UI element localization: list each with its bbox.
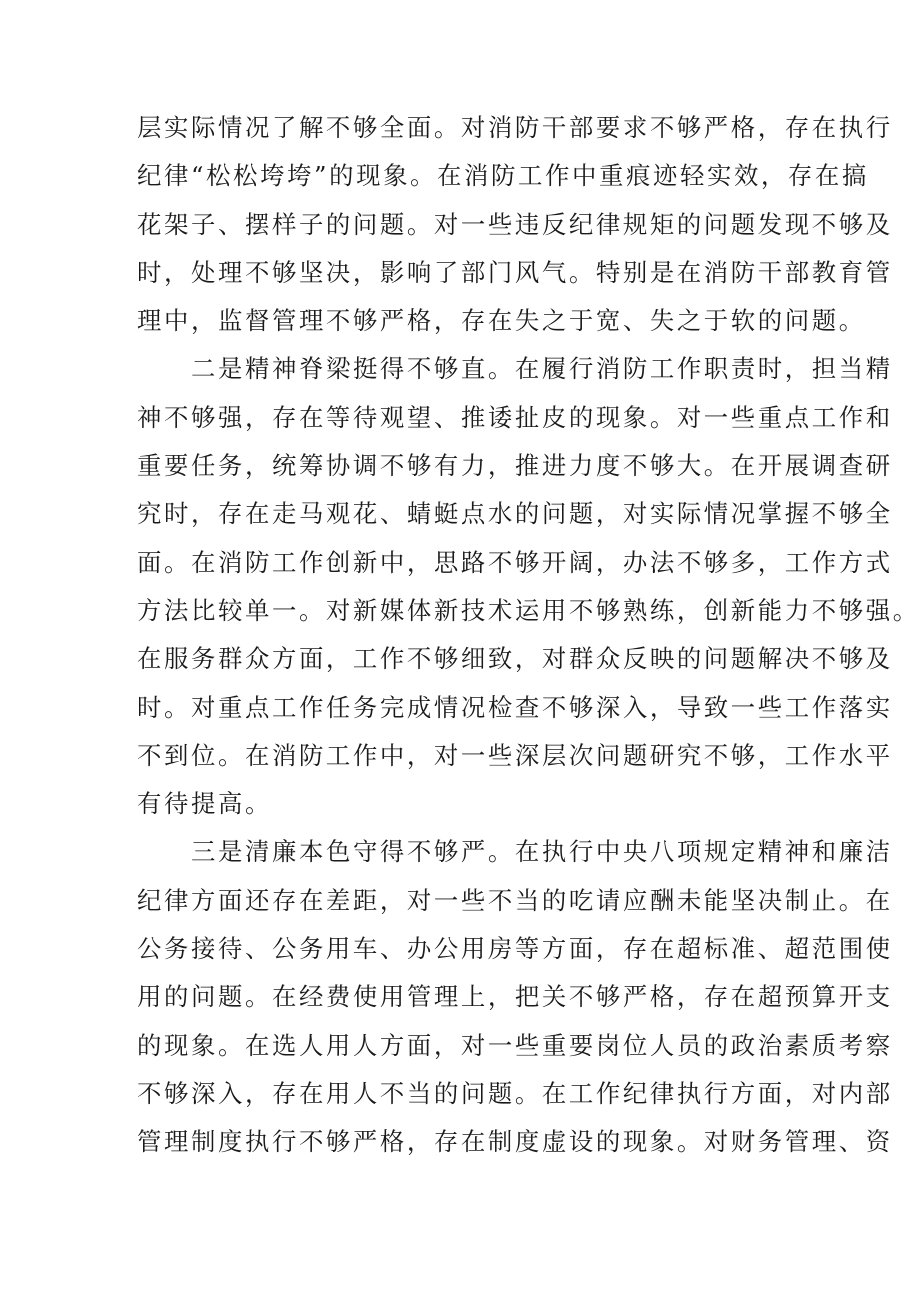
text-line: 面。在消防工作创新中，思路不够开阔，办法不够多，工作方式 xyxy=(137,547,893,577)
body-text xyxy=(137,104,920,1167)
text-line: 理中，监督管理不够严格，存在失之于宽、失之于软的问题。 xyxy=(137,306,866,336)
text-line: 有待提高。 xyxy=(137,789,272,819)
text-line: 管理制度执行不够严格，存在制度虚设的现象。对财务管理、资 xyxy=(137,1127,893,1157)
text-line: 在服务群众方面，工作不够细致，对群众反映的问题解决不够及 xyxy=(137,644,893,674)
text-line: 神不够强，存在等待观望、推诿扯皮的现象。对一些重点工作和 xyxy=(137,402,893,432)
text-line: 时，处理不够坚决，影响了部门风气。特别是在消防干部教育管 xyxy=(137,257,893,287)
text-line: 用的问题。在经费使用管理上，把关不够严格，存在超预算开支 xyxy=(137,982,893,1012)
text-line: 究时，存在走马观花、蜻蜓点水的问题，对实际情况掌握不够全 xyxy=(137,499,893,529)
text-line: 方法比较单一。对新媒体新技术运用不够熟练，创新能力不够强。 xyxy=(137,595,920,625)
text-line: 时。对重点工作任务完成情况检查不够深入，导致一些工作落实 xyxy=(137,692,893,722)
text-line: 层实际情况了解不够全面。对消防干部要求不够严格，存在执行 xyxy=(137,113,893,142)
text-line: 的现象。在选人用人方面，对一些重要岗位人员的政治素质考察 xyxy=(137,1030,893,1060)
text-line: 纪律“松松垮垮”的现象。在消防工作中重痕迹轻实效，存在搞 xyxy=(137,161,869,191)
text-line: 不到位。在消防工作中，对一些深层次问题研究不够，工作水平 xyxy=(137,740,893,770)
text-line: 不够深入，存在用人不当的问题。在工作纪律执行方面，对内部 xyxy=(137,1078,893,1108)
paragraph-first-line: 三是清廉本色守得不够严。在执行中央八项规定精神和廉洁 xyxy=(191,837,893,867)
text-line: 重要任务，统筹协调不够有力，推进力度不够大。在开展调查研 xyxy=(137,451,893,481)
text-line: 公务接待、公务用车、办公用房等方面，存在超标准、超范围使 xyxy=(137,934,893,964)
paragraph-first-line: 二是精神脊梁挺得不够直。在履行消防工作职责时，担当精 xyxy=(191,354,893,384)
text-line: 纪律方面还存在差距，对一些不当的吃请应酬未能坚决制止。在 xyxy=(137,885,893,915)
text-line: 花架子、摆样子的问题。对一些违反纪律规矩的问题发现不够及 xyxy=(137,209,893,239)
